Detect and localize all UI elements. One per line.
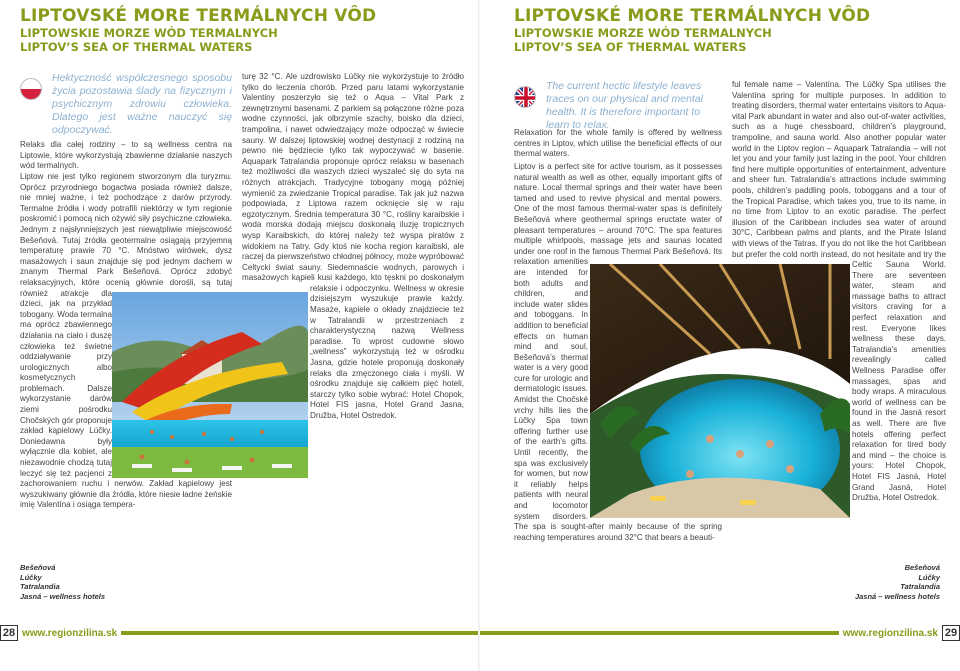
right-column-1-top [514,128,722,163]
left-column-2 [242,72,464,478]
left-website-link[interactable]: www.regionzilina.sk [22,627,118,639]
left-lead-row [20,72,232,137]
right-paragraph-1: Relaxation for the whole family is offered by wellness centres in Liptov, which utilise the beneficial effects of our thermal waters. [514,128,722,159]
text-wrap-spacer [242,292,310,478]
caption-lucky-right: Lúčky [918,572,940,582]
right-title-sub-english: LIPTOV’S SEA OF THERMAL WATERS [514,40,747,54]
caption-besenova: Bešeňová [20,563,56,572]
left-title-main: LIPTOVSKÉ MORE TERMÁLNYCH VÔD [20,6,377,26]
right-page-number: 29 [942,625,960,641]
caption-tatralandia-right: Tatralandia [900,582,940,591]
caption-jasna: Jasná – wellness hotels [20,591,106,601]
right-website-link[interactable]: www.regionzilina.sk [842,627,938,639]
text-wrap-spacer [732,266,852,520]
caption-lucky: Lúčky [20,572,42,582]
left-paragraph-2: Liptow nie jest tylko regionem stworzonym dla turyzmu. Oprócz przyrodniego bogactwa posiada również dalsze, nie mniej ważne, i też pochodzące z darów przyrody. Termalne źródła i wody potrafili niektórzy w tym regionie poskromić i pomocą nich ożywić siły psychiczne człowieka. Jednym z najsłynniejszych jest niewątpliwie miejscowość Bešeňová. Tutaj źródła geotermalne osiągają przyjemną temperaturę prawie 70 °C. Mnóstwo wirówek, dysz masażowych i saun znajduje się pod jednym dachem w znanym Thermal Park Bešeňová. Oprócz zdobyć relaksacyjnych, które ocenią głównie dorośli, są tutaj również atrakcje dla dzieci, jak na przykład tobogany. Woda termalna ma oprócz zbawiennego działania na ciało i duszę człowieka też świetne oddziaływanie przy urologicznych albo kosmetycznych problemach. Dalsze wykorzystanie darów ziemi pośrodku Chočských gór proponuje zakład kąpielowy Lúčky. Doniedawna były wyłącznie dla kobiet, ale niezawodnie chodzą tutaj leczyć się też pacjenci z zachorowaniem ruchu i nerwów. Zakład kąpielowy jest wyszukiwany głównie dla źródła, które niesie ładne żeńskie imię Valentína i osiąga tempera- [20,172,232,510]
caption-tatralandia: Tatralandia [20,582,60,591]
left-title-sub-english: LIPTOV’S SEA OF THERMAL WATERS [20,40,253,54]
right-title-sub-polish: LIPTOWSKIE MORZE WÓD TERMALNYCH [514,26,772,40]
left-footer-line [121,631,480,635]
caption-besenova-right: Bešeňová [904,563,940,572]
right-footer [480,625,960,641]
left-photo-captions [20,563,105,601]
right-photo-captions [855,563,940,601]
caption-jasna-right: Jasná – wellness hotels [854,591,940,601]
left-lead-text: Hektyczność współczesnego sposobu życia pozostawia ślady na fizycznym i psychicznym zdrowiu człowieka. Dlatego jest ważne nauczyć się odpoczywać. [52,72,232,136]
right-title-main: LIPTOVSKÉ MORE TERMÁLNYCH VÔD [514,6,871,26]
left-title-block [20,6,376,54]
right-page [480,0,960,671]
right-lead-text: The current hectic lifestyle leaves traces on our physical and mental health. It is therefore important to learn to relax. [546,80,704,131]
right-footer-line [480,631,839,635]
left-title-sub-polish: LIPTOWSKIE MORZE WÓD TERMALNYCH [20,26,278,40]
right-paragraph-2: Liptov is a perfect site for active tourism, as it possesses natural wealth as well as other, equally important gifts of nature. Local thermal springs and their water have been tamed and used to revive physical and mental powers. One of the most famous thermal-water spas is definitely Bešeňová where geothermal springs eructate water of pleasant temperatures – around 70°C. The spa features multiple whirlpools, massage jets and saunas located under one roof in the famous Thermal Park Bešeňová. Its relaxation amenities are intended for both adults and children, and include water slides and toboggans. In addition to beneficial effects on human mind and soul, Bešeňová’s thermal water is a very good cure for urologic and dermatologic issues. Amidst the Chočské vrchy hills lies the Lúčky Spa town offering further use of the earth’s gifts. Until recently, the spa was exclusively for women, but now it reliably helps patients with neural and locomotor system disorders. The spa is sought-after mainly because of the spring reaching temperatures around 32°C that bears a beauti- [514,162,722,542]
poland-flag-icon [20,78,42,100]
left-column-1-top [20,140,232,175]
right-title-block [514,6,870,54]
right-column-2 [732,80,946,520]
right-column-2-text: ful female name – Valentína. The Lúčky Spa utilises the Valentína spring for multiple purposes. In addition to treating disorders, thermal water entertains visitors to Aqua-vital Park abundant in water and also out-of-water activities, such as a huge chessboard, children’s playground, trampoline, and sauna world. Also another popular water world in the Liptov region – Aquapark Tatralandia – will not let you and your family just lazing in the pool. Your children find here multiple opportunities of entertainment, adventure and sheer fun. Tatralandia’s attractions include swimming pools, children’s paddling pools, toboggans and a tour of the Tropical Paradise, which takes you, true to its name, in no time from Liptov to an exotic paradise. The perfect illusion of the Caribbean includes sea water of around 30°C, Caribbean palms and plants, and the Pirate Island with views of the Tatras. If you do not like the hot Caribbean but prefer the cold north instead, do not hesitate and try the Celtic Sauna World. There are seventeen water, steam and massage baths to attract visitors craving for a perfect relaxation and rest. Everyone likes wellness these days. Tatralandia’s amenities revealingly called Wellness Paradise offer massages, spas and body wraps. A miraculous world of wellness can be found in the Jasná resort as well. There are five hotels offering perfect relaxation for tired body and mind – the choice is yours: Hotel Chopok, Hotel FIS Jasná, Hotel Grand Jasná, Hotel Družba, Hotel Ostredok. [732,80,946,504]
right-lead-row [514,80,722,132]
left-column-2-text: turę 32 °C. Ale uzdrowisko Lúčky nie wykorzystuje to źródło tylko do leczenia chorób. Przed paru latami wykorzystanie Valentiny poszerzyło się też o Aqua – Vital Park z zewnętrznymi basenami. Z parkiem są połączone różne poza wodne czynności, jak olbrzymie szachy, boisko dla dzieci, trampolina, i nawet odwiedzający może odpocząć w świecie sauny. W dalszej liptowskiej wodnej destynacji z rodziną na pewno nie będziecie tylko tak wypoczywać w basenie. Aquapark Tatralandia proponuje oprócz relaksu w basenach też możliwości dla waszych dzieci wyszaleć się do syta na różnych atrakcjach. Tradycyjne tobogany mogą później wymienić za zwiedzanie Tropical paradise. Tak jak już nazwa podpowiada, z Liptowa razem ocknięcie się w raju egzotycznym. Średnia temperatura 30 °C, rośliny karaibskie i woda morska dodają miejscu doskonałą iluzję tropicznych wysp Karaibskich, do której należy też wyspa piratów z widokiem na Tatry. Gdy ktoś nie kocha region karaibski, ale raczej da pierwszeństwo chłodnej północy, może wypróbować Celtycki świat sauny. Siedemnaście wodnych, parowych i masażowych kąpieli kusi każdego, kto tęskni po doskonałym relaksie i odpoczynku. Wellness w okresie dzisiejszym wyszukuje prawie każdy. Masaże, kąpiele o okłady znajdziecie też w Tatralandii w przestrzeniach z charakterystyczną nazwą Wellness paradise. To wprost cudowne słowo „wellness” wykorzystują też w ośrodku Jasna, gdzie hotele proponują doskonały relaks dla zmęczonego ciała i myśli. W ośrodku znajduje się całkiem pięć hoteli, starczy tylko sobie wybrać: Hotel Chopok, Hotel FIS jasna, Hotel Grand Jasna, Družba, Hotel Ostredok. [242,72,464,422]
left-footer [0,625,480,641]
left-paragraph-1: Relaks dla całej rodziny – to są wellness centra na Liptowie, które wykorzystują zbawienne działanie naszych wód termalnych. [20,140,232,171]
left-page-number: 28 [0,625,18,641]
uk-flag-icon [514,86,536,108]
